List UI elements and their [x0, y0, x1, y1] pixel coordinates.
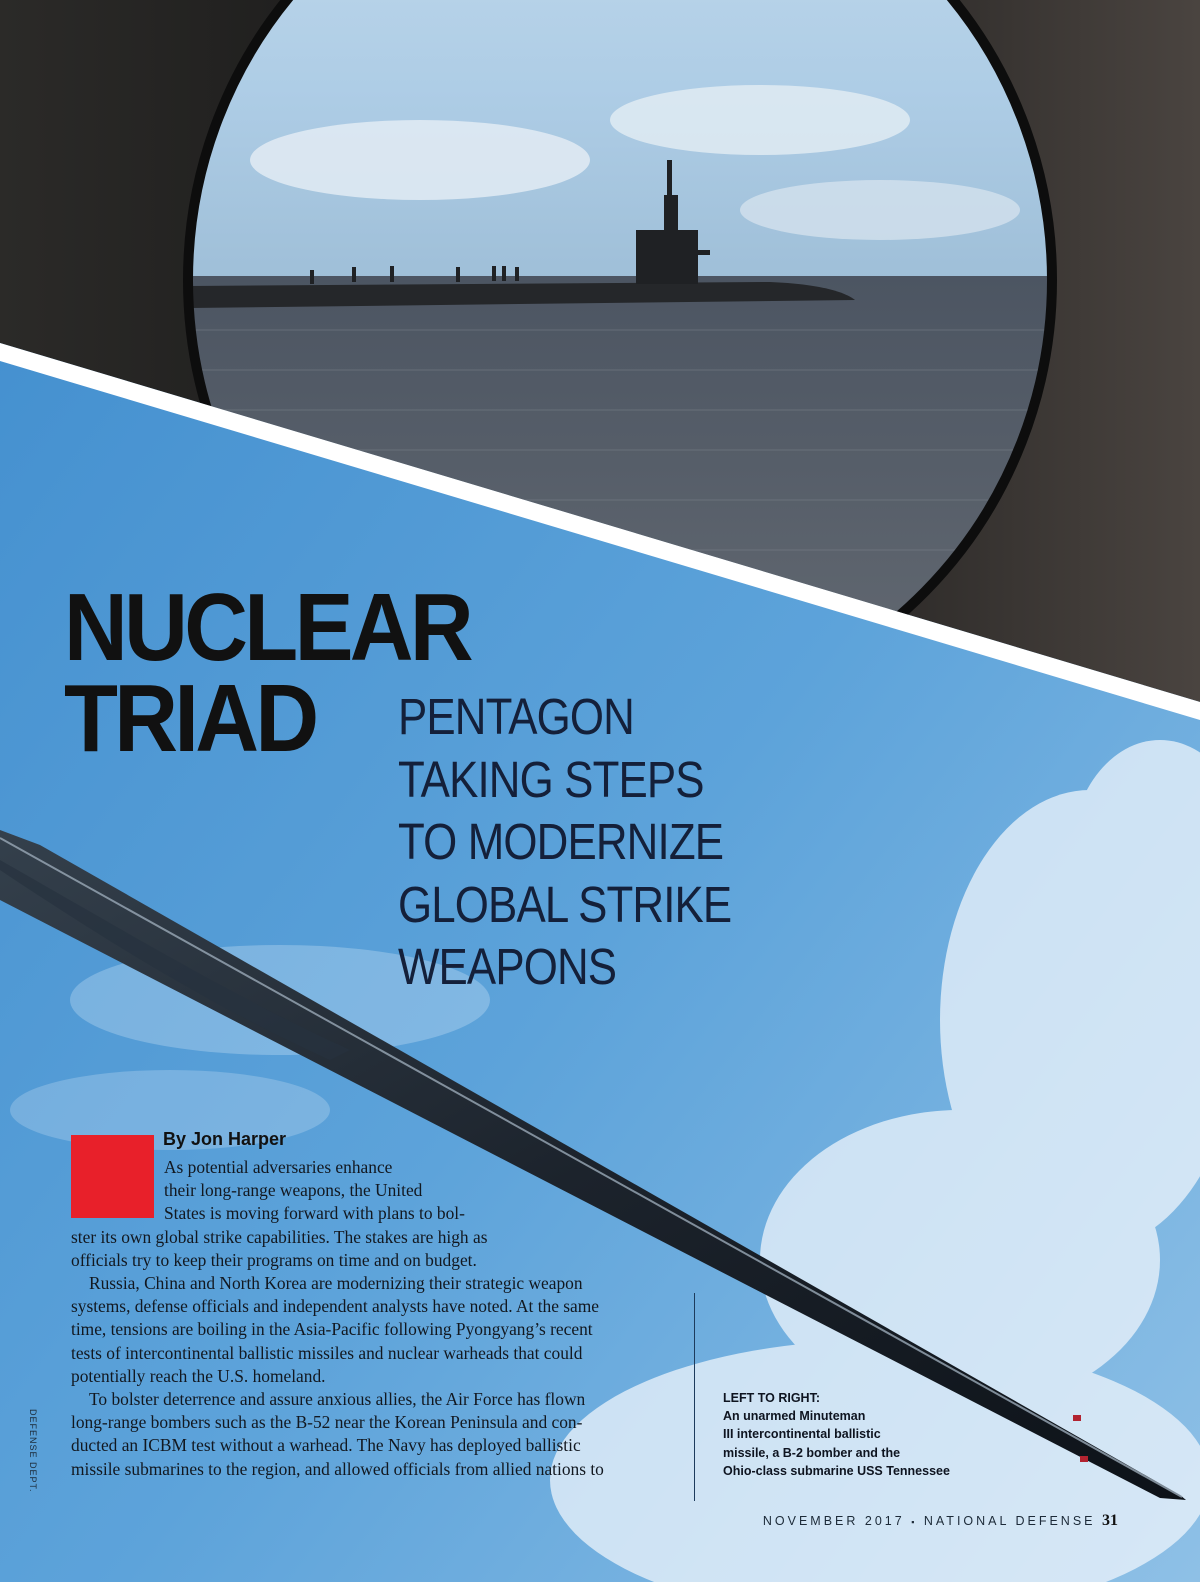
body-line: systems, defense officials and independent analysts have noted. At the same — [71, 1296, 600, 1317]
footer-issue: NOVEMBER 2017 — [762, 1514, 905, 1528]
body-line: potentially reach the U.S. homeland. — [71, 1365, 326, 1386]
body-line: tests of intercontinental ballistic missiles and nuclear warheads that could — [71, 1342, 583, 1363]
body-line: ster its own global strike capabilities. The stakes are high as — [71, 1226, 488, 1247]
subtitle-line: TAKING STEPS — [398, 750, 704, 808]
subtitle-line: TO MODERNIZE — [398, 813, 724, 870]
drop-cap-red-block — [71, 1135, 154, 1218]
caption-line: An unarmed Minuteman — [723, 1409, 866, 1424]
body-line: ducted an ICBM test without a warhead. The Navy has deployed ballistic — [71, 1435, 581, 1456]
article-subtitle — [398, 686, 731, 999]
title-line-2: TRIAD — [64, 665, 316, 772]
byline: By Jon Harper — [163, 1129, 287, 1149]
caption-lead: LEFT TO RIGHT: — [723, 1391, 820, 1405]
footer-separator: ▪ — [911, 1517, 918, 1527]
column-divider — [694, 1293, 695, 1501]
body-line: Russia, China and North Korea are modernizing their strategic weapon — [89, 1273, 583, 1293]
body-line: As potential adversaries enhance — [164, 1157, 393, 1177]
photo-caption — [723, 1389, 950, 1480]
body-line: missile submarines to the region, and allowed officials from allied nations to — [71, 1458, 604, 1479]
body-text-main — [71, 1226, 604, 1481]
caption-line: missile, a B-2 bomber and the — [723, 1445, 901, 1460]
page-number: 31 — [1102, 1512, 1118, 1529]
caption-line: III intercontinental ballistic — [723, 1427, 881, 1442]
body-text-intro — [164, 1156, 465, 1226]
title-line-1: NUCLEAR — [64, 574, 471, 681]
photo-credit: DEFENSE DEPT. — [28, 1409, 38, 1493]
body-line: time, tensions are boiling in the Asia-Pacific following Pyongyang’s recent — [71, 1319, 593, 1340]
page-footer — [763, 1512, 1118, 1530]
subtitle-line: PENTAGON — [398, 688, 635, 745]
body-line: officials try to keep their programs on time and on budget. — [71, 1249, 477, 1270]
body-line: long-range bombers such as the B-52 near the Korean Peninsula and con- — [71, 1412, 583, 1433]
subtitle-line: GLOBAL STRIKE — [398, 875, 732, 933]
footer-magazine: NATIONAL DEFENSE — [923, 1514, 1096, 1528]
body-line: their long-range weapons, the United — [164, 1180, 423, 1201]
caption-line: Ohio-class submarine USS Tennessee — [723, 1463, 950, 1478]
body-line: States is moving forward with plans to bol- — [164, 1203, 465, 1224]
subtitle-line: WEAPONS — [398, 938, 617, 995]
body-line: To bolster deterrence and assure anxious allies, the Air Force has flown — [89, 1389, 586, 1410]
